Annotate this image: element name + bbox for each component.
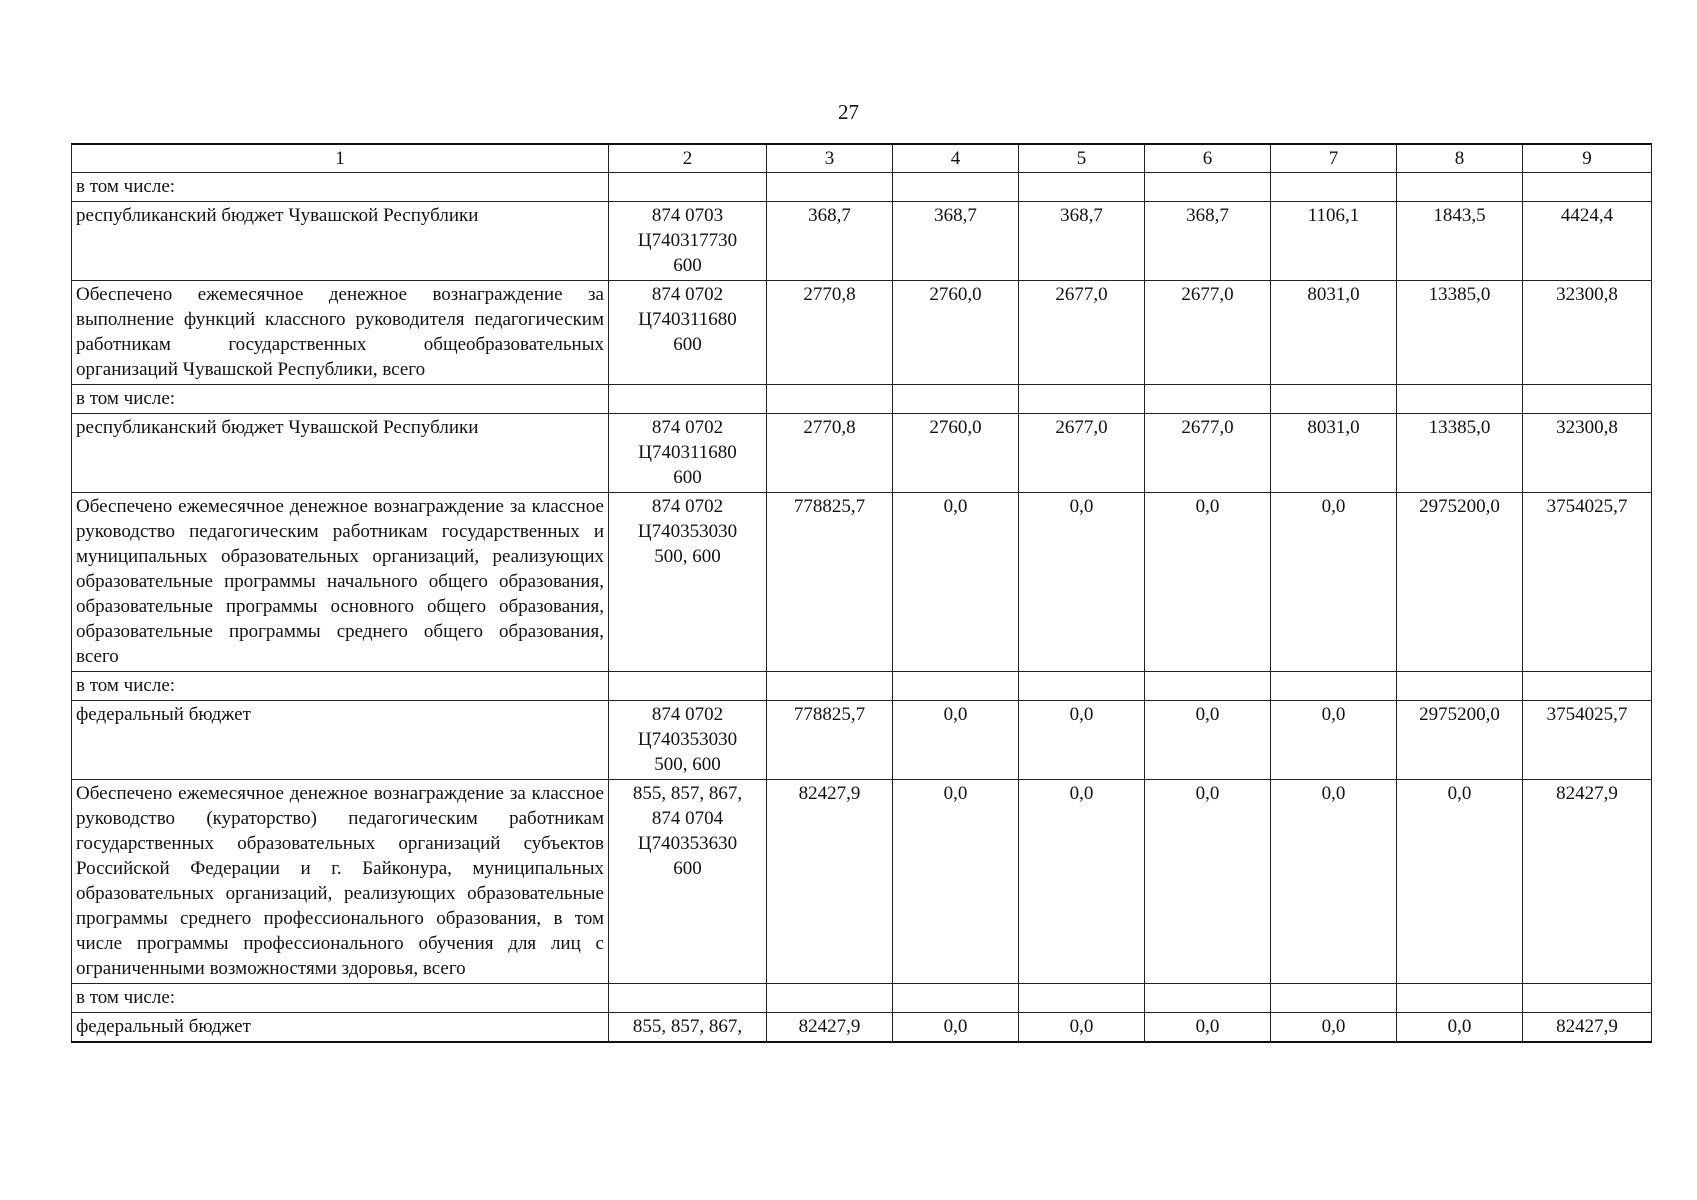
row-description: Обеспечено ежемесячное денежное вознаграждение за классное руководство педагогическим работникам государственных и муниципальных образовательных организаций, реализующих образовательные программы начального общего образования, образовательные программы основного общего образования, образовательные программы среднего общего образования, всего: [72, 493, 609, 672]
column-number: 3: [767, 144, 893, 173]
value-cell: 368,7: [1145, 202, 1271, 281]
table-row: [72, 493, 1652, 672]
budget-code-line: 500, 600: [654, 546, 721, 567]
value-cell: 0,0: [1019, 1013, 1145, 1043]
value-cell: 0,0: [893, 493, 1019, 672]
value-cell: 0,0: [1145, 1013, 1271, 1043]
table-row: [72, 780, 1652, 984]
row-description: республиканский бюджет Чувашской Республики: [72, 202, 609, 281]
value-cell: 0,0: [1397, 1013, 1523, 1043]
value-cell: [767, 984, 893, 1013]
value-cell: [1145, 385, 1271, 414]
table-body: [72, 173, 1652, 1043]
breakdown-label: в том числе:: [72, 672, 609, 701]
budget-code-cell: [609, 493, 767, 672]
row-description: республиканский бюджет Чувашской Республики: [72, 414, 609, 493]
value-cell: 2975200,0: [1397, 701, 1523, 780]
value-cell: [1523, 173, 1652, 202]
column-number: 7: [1271, 144, 1397, 173]
value-cell: [1397, 984, 1523, 1013]
value-cell: 0,0: [1271, 1013, 1397, 1043]
value-cell: 3754025,7: [1523, 701, 1652, 780]
column-number: 2: [609, 144, 767, 173]
value-cell: [1145, 984, 1271, 1013]
budget-code-cell: [609, 984, 767, 1013]
value-cell: [767, 173, 893, 202]
value-cell: [1523, 385, 1652, 414]
value-cell: 2677,0: [1145, 414, 1271, 493]
column-number: 1: [72, 144, 609, 173]
breakdown-label: в том числе:: [72, 984, 609, 1013]
column-number: 6: [1145, 144, 1271, 173]
budget-code-line: Ц740353030: [637, 521, 738, 542]
value-cell: 0,0: [1145, 780, 1271, 984]
budget-code-cell: [609, 1013, 767, 1043]
value-cell: 2677,0: [1019, 281, 1145, 385]
budget-code-line: 874 0702: [651, 496, 724, 517]
value-cell: [893, 385, 1019, 414]
page-number: 27: [838, 100, 859, 124]
breakdown-label: в том числе:: [72, 173, 609, 202]
value-cell: 0,0: [1019, 780, 1145, 984]
value-cell: [1271, 984, 1397, 1013]
value-cell: 778825,7: [767, 701, 893, 780]
breakdown-label: в том числе:: [72, 385, 609, 414]
value-cell: [893, 672, 1019, 701]
value-cell: 2677,0: [1019, 414, 1145, 493]
table-row: [72, 701, 1652, 780]
budget-code-line: Ц740311680: [638, 309, 737, 330]
budget-code-line: Ц740353630: [637, 833, 738, 854]
column-number: 9: [1523, 144, 1652, 173]
column-number: 5: [1019, 144, 1145, 173]
value-cell: [1019, 672, 1145, 701]
value-cell: [1019, 385, 1145, 414]
value-cell: 1843,5: [1397, 202, 1523, 281]
column-number: 4: [893, 144, 1019, 173]
value-cell: 13385,0: [1397, 281, 1523, 385]
value-cell: 368,7: [1019, 202, 1145, 281]
budget-code-cell: [609, 672, 767, 701]
value-cell: 82427,9: [1523, 1013, 1652, 1043]
value-cell: 0,0: [893, 701, 1019, 780]
value-cell: 4424,4: [1523, 202, 1652, 281]
budget-code-cell: [609, 414, 767, 493]
row-description: федеральный бюджет: [72, 1013, 609, 1043]
budget-code-cell: [609, 780, 767, 984]
budget-code-cell: [609, 701, 767, 780]
budget-code-line: 600: [673, 334, 702, 355]
value-cell: 82427,9: [767, 780, 893, 984]
value-cell: 0,0: [1019, 493, 1145, 672]
value-cell: [1145, 173, 1271, 202]
table-row: [72, 1013, 1652, 1043]
value-cell: 2760,0: [893, 414, 1019, 493]
budget-code-line: 600: [673, 467, 702, 488]
value-cell: [767, 672, 893, 701]
value-cell: 0,0: [1271, 701, 1397, 780]
value-cell: [1271, 173, 1397, 202]
budget-code-cell: [609, 281, 767, 385]
value-cell: 0,0: [1145, 701, 1271, 780]
value-cell: 32300,8: [1523, 281, 1652, 385]
value-cell: 368,7: [893, 202, 1019, 281]
budget-code-line: 874 0702: [651, 704, 724, 725]
value-cell: 82427,9: [767, 1013, 893, 1043]
budget-code-line: 874 0704: [651, 808, 724, 829]
value-cell: [1271, 385, 1397, 414]
value-cell: [1271, 672, 1397, 701]
table-row: [72, 414, 1652, 493]
budget-code-cell: [609, 173, 767, 202]
budget-code-cell: [609, 385, 767, 414]
value-cell: 2770,8: [767, 281, 893, 385]
budget-code-line: 874 0702: [651, 417, 724, 438]
table-row: [72, 202, 1652, 281]
value-cell: 2760,0: [893, 281, 1019, 385]
value-cell: [1019, 173, 1145, 202]
value-cell: 368,7: [767, 202, 893, 281]
value-cell: [1523, 672, 1652, 701]
budget-code-line: 600: [673, 858, 702, 879]
value-cell: 2677,0: [1145, 281, 1271, 385]
value-cell: 0,0: [1397, 780, 1523, 984]
row-description: Обеспечено ежемесячное денежное вознаграждение за классное руководство (кураторство) педагогическим работникам государственных образовательных организаций субъектов Российской Федерации и г. Байконура, муниципальных образовательных организаций, реализующих образовательные программы среднего профессионального образования, в том числе программы профессионального обучения для лиц с ограниченными возможностями здоровья, всего: [72, 780, 609, 984]
value-cell: 8031,0: [1271, 281, 1397, 385]
value-cell: [1523, 984, 1652, 1013]
budget-code-line: 855, 857, 867,: [632, 1016, 743, 1037]
value-cell: [1145, 672, 1271, 701]
value-cell: 3754025,7: [1523, 493, 1652, 672]
subtotal-label-row: [72, 672, 1652, 701]
value-cell: 1106,1: [1271, 202, 1397, 281]
value-cell: 0,0: [1145, 493, 1271, 672]
budget-code-line: 874 0702: [651, 284, 724, 305]
value-cell: [1019, 984, 1145, 1013]
value-cell: 778825,7: [767, 493, 893, 672]
value-cell: 0,0: [1271, 493, 1397, 672]
value-cell: 0,0: [1271, 780, 1397, 984]
budget-code-line: 874 0703: [651, 205, 724, 226]
value-cell: 13385,0: [1397, 414, 1523, 493]
value-cell: 2975200,0: [1397, 493, 1523, 672]
value-cell: 8031,0: [1271, 414, 1397, 493]
value-cell: [1397, 173, 1523, 202]
column-number-row: [72, 144, 1652, 173]
budget-table: [71, 143, 1652, 1043]
value-cell: 2770,8: [767, 414, 893, 493]
budget-code-line: 500, 600: [654, 754, 721, 775]
value-cell: [767, 385, 893, 414]
value-cell: [893, 984, 1019, 1013]
value-cell: 0,0: [1019, 701, 1145, 780]
table-row: [72, 281, 1652, 385]
subtotal-label-row: [72, 385, 1652, 414]
row-description: федеральный бюджет: [72, 701, 609, 780]
value-cell: 0,0: [893, 780, 1019, 984]
subtotal-label-row: [72, 984, 1652, 1013]
budget-code-line: 855, 857, 867,: [632, 783, 743, 804]
budget-code-cell: [609, 202, 767, 281]
value-cell: 0,0: [893, 1013, 1019, 1043]
column-number: 8: [1397, 144, 1523, 173]
subtotal-label-row: [72, 173, 1652, 202]
value-cell: [1397, 672, 1523, 701]
budget-code-line: Ц740317730: [637, 230, 738, 251]
value-cell: 32300,8: [1523, 414, 1652, 493]
budget-code-line: Ц740353030: [637, 729, 738, 750]
value-cell: [893, 173, 1019, 202]
budget-code-line: Ц740311680: [638, 442, 737, 463]
row-description: Обеспечено ежемесячное денежное вознаграждение за выполнение функций классного руководителя педагогическим работникам государственных общеобразовательных организаций Чувашской Республики, всего: [72, 281, 609, 385]
value-cell: [1397, 385, 1523, 414]
budget-code-line: 600: [673, 255, 702, 276]
value-cell: 82427,9: [1523, 780, 1652, 984]
